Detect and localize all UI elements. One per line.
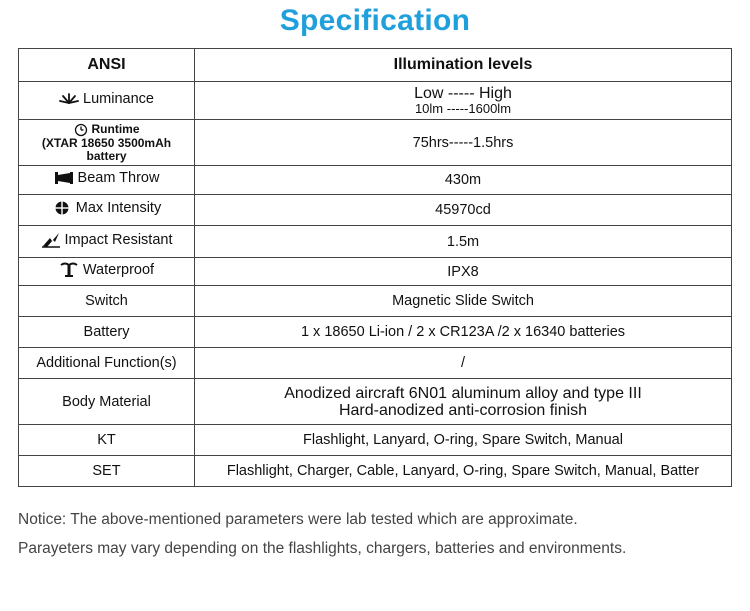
luminance-range: Low ----- High: [414, 85, 512, 102]
kt-label: KT: [19, 425, 195, 456]
clock-icon: [74, 123, 88, 137]
table-row-impact: [19, 226, 732, 258]
table-row-set: [19, 456, 732, 487]
table-row-beam-throw: [19, 166, 732, 195]
battery-label: Battery: [19, 317, 195, 348]
runtime-value: 75hrs-----1.5hrs: [195, 120, 732, 166]
set-label: SET: [19, 456, 195, 487]
table-row-body-material: [19, 379, 732, 425]
impact-label: Impact Resistant: [64, 231, 173, 248]
table-row-runtime: [19, 120, 732, 166]
max-intensity-label: Max Intensity: [75, 200, 162, 216]
runtime-battery-label-end: battery: [86, 148, 127, 163]
luminance-values: 10lm -----1600lm: [414, 101, 512, 116]
set-value: Flashlight, Charger, Cable, Lanyard, O-ring, Spare Switch, Manual, Batter: [195, 456, 732, 487]
table-row-waterproof: [19, 258, 732, 286]
impact-value: 1.5m: [195, 226, 732, 258]
page-title: Specification: [279, 4, 471, 37]
table-row-switch: [19, 286, 732, 317]
beam-throw-label: Beam Throw: [77, 170, 160, 186]
waterproof-label: Waterproof: [82, 261, 155, 278]
runtime-battery-label: (XTAR 18650 3500mAh: [41, 135, 172, 150]
table-row-max-intensity: [19, 195, 732, 226]
waterproof-icon: [59, 262, 79, 278]
header-illumination: Illumination levels: [195, 49, 732, 82]
beam-icon: [54, 170, 74, 186]
notice-line-2: Parayeters may vary depending on the flashlights, chargers, batteries and environments.: [18, 540, 627, 557]
beam-throw-value: 430m: [195, 166, 732, 195]
waterproof-value: IPX8: [195, 258, 732, 286]
kt-value: Flashlight, Lanyard, O-ring, Spare Switch, Manual: [195, 425, 732, 456]
table-row-additional: [19, 348, 732, 379]
body-material-label: Body Material: [19, 379, 195, 425]
switch-label: Switch: [19, 286, 195, 317]
body-material-line2: Hard-anodized anti-corrosion finish: [338, 401, 588, 419]
sunburst-icon: [59, 91, 79, 107]
switch-value: Magnetic Slide Switch: [195, 286, 732, 317]
luminance-label: Luminance: [83, 90, 154, 107]
table-row-battery: [19, 317, 732, 348]
notice-line-1: Notice: The above-mentioned parameters were lab tested which are approximate.: [18, 511, 578, 528]
additional-label: Additional Function(s): [19, 348, 195, 379]
spec-table: [18, 48, 732, 487]
table-row-luminance: [19, 82, 732, 120]
runtime-label: Runtime: [91, 122, 140, 136]
target-icon: [52, 200, 72, 216]
max-intensity-value: 45970cd: [195, 195, 732, 226]
table-row-kt: [19, 425, 732, 456]
impact-icon: [41, 232, 61, 248]
battery-value: 1 x 18650 Li-ion / 2 x CR123A /2 x 16340 batteries: [195, 317, 732, 348]
body-material-line1: Anodized aircraft 6N01 aluminum alloy and type III: [284, 384, 642, 402]
table-header-row: [19, 49, 732, 82]
header-ansi: ANSI: [19, 49, 195, 82]
additional-value: /: [195, 348, 732, 379]
